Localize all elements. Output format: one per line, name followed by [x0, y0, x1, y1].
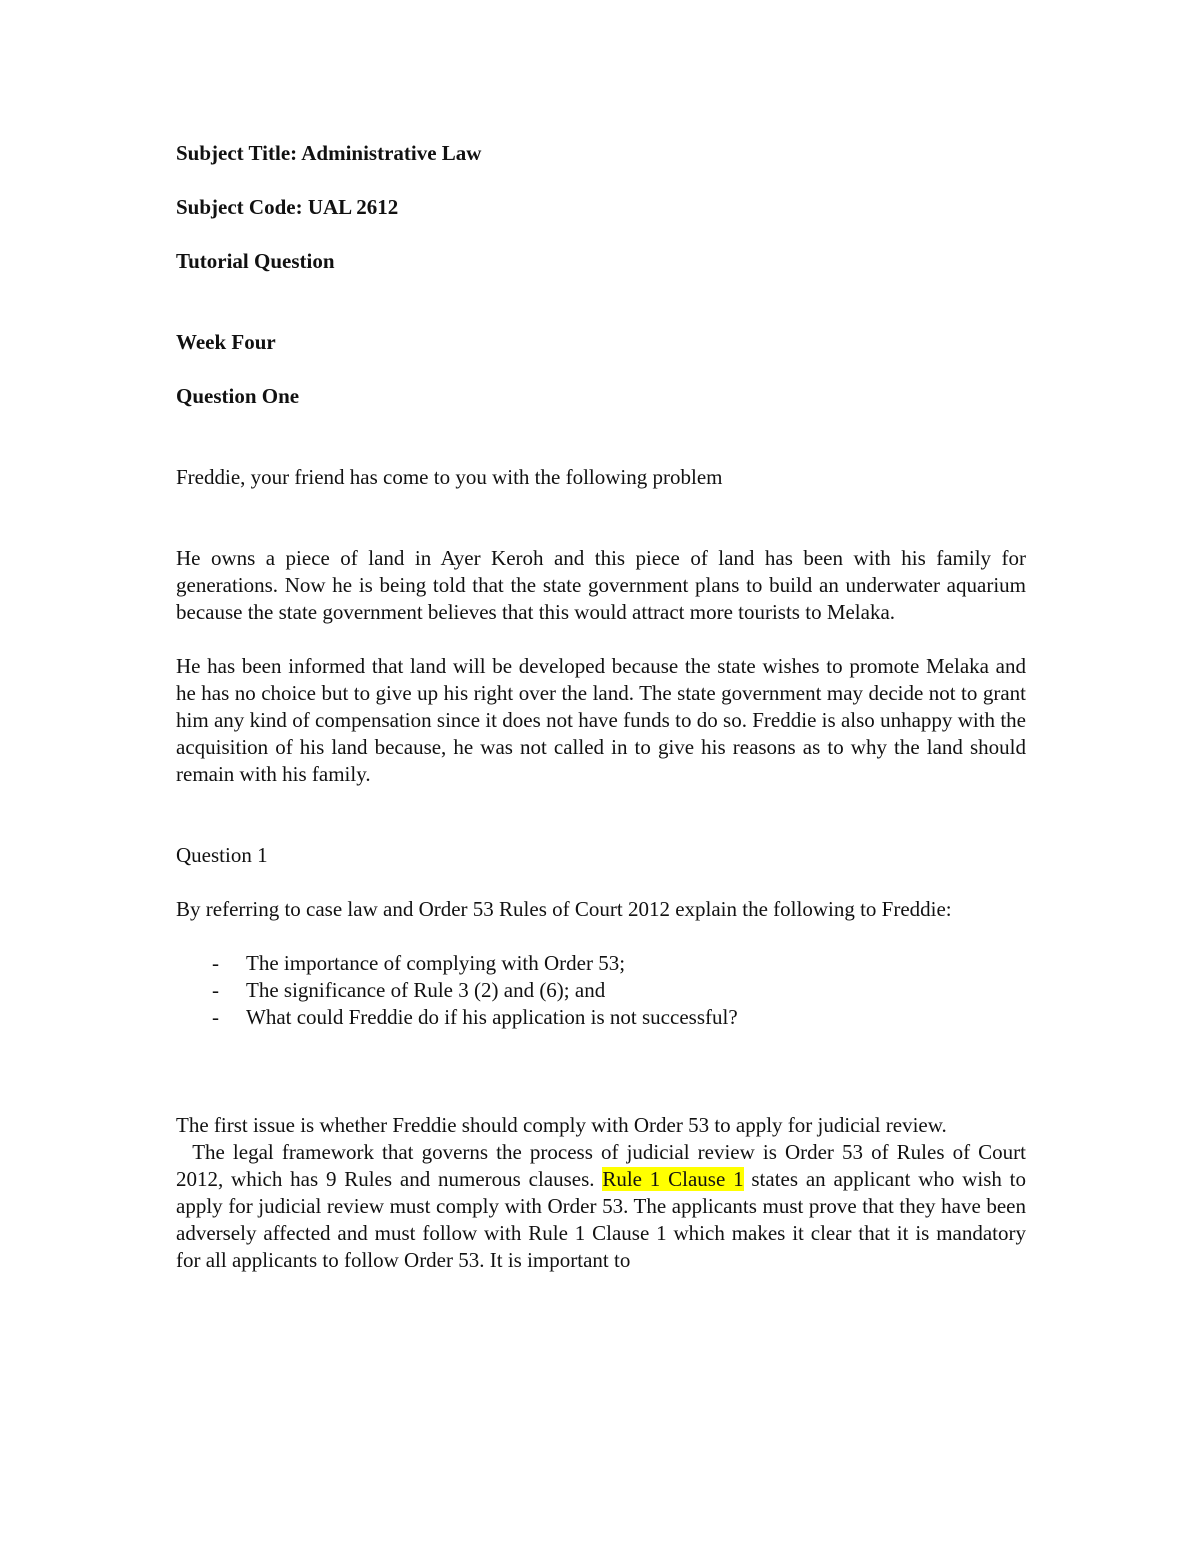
highlighted-rule-reference: Rule 1 Clause 1 — [602, 1167, 744, 1191]
answer-text-after-highlight: states an applicant who wish to apply for judicial review must comply with Order 53. The applicants must prove that they have been adversely affected and must follow with Rule 1 Clause 1 which makes it clear that it is mandatory for all applicants to follow Order 53. It is important to — [176, 1167, 1032, 1272]
tutorial-question-heading: Tutorial Question — [176, 249, 335, 273]
question-1-prompt: By referring to case law and Order 53 Rules of Court 2012 explain the following to Freddie: — [176, 897, 952, 921]
week-heading: Week Four — [176, 330, 276, 354]
question-1-label: Question 1 — [176, 843, 268, 867]
question-1-bullet-list — [176, 950, 1026, 1031]
bullet-marker: - — [212, 978, 219, 1002]
bullet-text: What could Freddie do if his application is not successful? — [246, 1005, 738, 1029]
bullet-text: The importance of complying with Order 53; — [246, 951, 626, 975]
bullet-text: The significance of Rule 3 (2) and (6); and — [246, 978, 606, 1002]
question-one-heading: Question One — [176, 384, 300, 408]
list-item — [176, 977, 1026, 1004]
subject-code: Subject Code: UAL 2612 — [176, 195, 399, 219]
subject-title: Subject Title: Administrative Law — [176, 141, 482, 165]
bullet-marker: - — [212, 1005, 219, 1029]
scenario-paragraph-2: He has been informed that land will be developed because the state wishes to promote Melaka and he has no choice but to give up his right over the land. The state government may decide not to grant him any kind of compensation since it does not have funds to do so. Freddie is also unhappy with the acquisition of his land because, he was not called in to give his reasons as to why the land should remain with his family. — [176, 654, 1026, 786]
bullet-marker: - — [212, 951, 219, 975]
intro-line: Freddie, your friend has come to you with the following problem — [176, 465, 723, 489]
answer-text-before-highlight: The legal framework that governs the process of judicial review is Order 53 of Rules of Court 2012, which has 9 Rules and numerous clauses. — [176, 1140, 1032, 1191]
answer-paragraph-1: The first issue is whether Freddie should comply with Order 53 to apply for judicial review. — [176, 1113, 947, 1137]
document-body — [176, 140, 1032, 1274]
scenario-paragraph-1: He owns a piece of land in Ayer Keroh and this piece of land has been with his family for generations. Now he is being told that the state government plans to build an underwater aquarium because the state government believes that this would attract more tourists to Melaka. — [176, 546, 1026, 624]
answer-paragraph-2 — [176, 1139, 1032, 1274]
list-item — [176, 1004, 1026, 1031]
list-item — [176, 950, 1026, 977]
